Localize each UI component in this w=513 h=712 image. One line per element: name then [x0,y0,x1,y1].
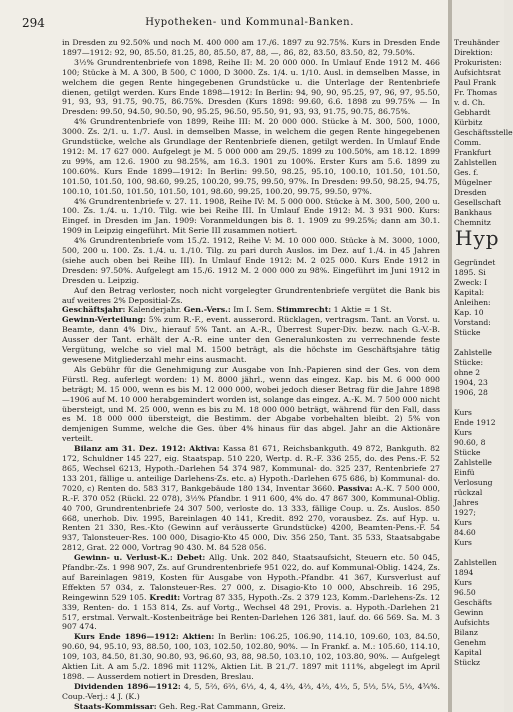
next-page-line [454,548,497,558]
next-page-line: Ende 1912 [454,418,496,427]
next-page-line: 1894 [454,568,474,577]
gen-vers-text: Im I. Sem. [230,305,277,315]
stimmrecht-text: 1 Aktie = 1 St. [331,305,392,315]
passiva-label: Passiva: [334,483,373,493]
next-page-lines-bottom [454,258,497,668]
next-page-line: Aufsichtsrat [454,68,501,77]
next-page-line: Gebhardt [454,108,491,117]
next-page-line: 1927; [454,508,476,517]
next-page-line: Paul Frank [454,78,496,87]
article-body [62,38,440,712]
page-header [22,16,434,30]
bilanz-paragraph [62,444,440,553]
next-page-line: Bilanz [454,628,478,637]
gewinn-verlust-paragraph [62,553,440,632]
next-page-line: 1906, 28 [454,388,488,397]
next-page-line: Gegründet [454,258,496,267]
debet-label: Debet: [172,553,206,563]
next-page-line: Verlosung [454,478,493,487]
next-page-line: Kurs [454,408,472,417]
aktiva-text: Kassa 81 671, Reichsbankguth. 49 872, Bankguth. 82 172, Schuldner 145 227, eig. Staatspap. 510 220, Wertp. d. R.-F. 336 255, do. des Pens.-F. 52 865, Wechsel 6213, Hypoth.-Darlehen 54 374 987, Kommunal- do. 325 237, Rentenbriefe 27 133 201, fällige u. anteilige Darlehens-Zs. etc. a) Hypoth.-Darlehen 675 686, b) Kommunal- do. 7020, c) Renten do. 583 317, Bankgebäude 180 134, Inventar 3660. [62,444,440,493]
next-page-line: Kurs [454,578,472,587]
kommissar-text: Geh. Reg.-Rat Cammann, Greiz. [156,701,286,711]
dividenden-text: 4, 5, 5⅔, 6⅔, 6⅓, 4, 4, 4⅔, 4⅔, 4⅔, 4⅓, 5, 5⅓, 5¼, 5⅓, 4¾%. Coup.-Verj.: 4 J. (K.) [62,681,440,701]
gewinn-paragraph [62,315,440,365]
next-page-line: Kapital: [454,288,485,297]
next-page-line: Kurs [454,428,472,437]
aktien-text: In Berlin: 106.25, 106.90, 114.10, 109.60, 103, 84.50, 90.60, 94, 95.10, 93, 88.50, 100, 103, 102.50, 102.80, 90%. — In Frankf. a. M.: 105.60, 114.10, 109, 103, 84.50, 81.30, 90.80, 93, 96.60, 93, 88, 98.50, 103.10, 102, 103.80, 90%. — Aufgelegt Aktien Lit. A am 5./2. 1896 mit 112%, Aktien Lit. B 21./7. 1897 mit 111%, abgelegt im April 1898. — Ausserdem notiert in Dresden, Breslau. [62,632,440,681]
next-page-line: Aufsichts [454,618,490,627]
next-page-line: Stücke [454,328,481,337]
next-page-line [454,338,497,348]
next-page-line: Einfü [454,468,475,477]
next-page-line: Zahlstelle [454,348,492,357]
next-page-line: 90.60, 8 [454,438,486,447]
next-page-line: Genehm [454,638,487,647]
next-page-line: 1904, 23 [454,378,488,387]
gen-vers-label: Gen.-Vers.: [183,305,231,315]
dividenden-paragraph [62,682,440,702]
aktiva-label: Aktiva: [185,444,220,454]
next-page-line: ohne 2 [454,368,481,377]
kredit-text: Vortrag 87 335, Hypoth.-Zs. 2 379 123, Komm.-Darlehens-Zs. 12 339, Renten- do. 1 153 814, Zs. auf Vortg., Wechsel 48 291, Provis. a. Hypoth.-Darlehen 21 517, erstmal. Verwalt.-Kostenbeiträge bei Renten-Darlehen 126 381, lauf. do. 66 569. Sa. M. 3 907 474. [62,592,440,632]
kurs-label: Kurs Ende 1896—1912: [74,632,179,642]
next-page-line: 96.50 [454,588,476,597]
next-page-line: Gesellschaft [454,198,502,207]
next-page-heading: Hyp [455,226,500,250]
next-page-line: Bankhaus [454,208,492,217]
terms-paragraph [62,305,440,315]
next-page-line: Zahlstellen [454,558,497,567]
next-page-line: Ges. f. [454,168,479,177]
next-page-line: Frankfurt [454,148,492,157]
kommissar-label: Staats-Kommissar: [74,701,157,711]
next-page-line: Kürbitz [454,118,483,127]
next-page-line: Dresden [454,188,487,197]
next-page-line: Vorstand: [454,318,491,327]
page-number: 294 [22,16,45,30]
next-page-line: v. d. Ch. [454,98,486,107]
next-page-line: Zahlstellen [454,158,497,167]
gewinn-text: 5% zum R.-F., event. ausserord. Rücklagen, vertragsm. Tant. an Vorst. u. Beamte, dann 4% Div., hierauf 5% Tant. an A.-R., Überrest Super-Div. bezw. nach G.-V.-B. Ausser der Tant. erhält der A.-R. eine unter den Generalunkosten zu verrechnende feste Vergütung, welche so viel mal M. 1500 beträgt, als die höchste im Geschäftsjahre tätig gewesene Mitgliederzahl mehr eins ausmacht. [62,315,440,364]
next-page-line: Geschäftsstelle [454,128,513,137]
paragraph: 4% Grundrentenbriefe v. 27. 11. 1908, Reihe IV: M. 5 000 000. Stücke à M. 300, 500, 200 u. 100. Zs. 1./4. u. 1./10. Tilg. wie bei Reihe III. In Umlauf Ende 1912: M. 3 931 900. Kurs: Eingef. in Dresden im Jan. 1909: Voranmeldungen bis 8. 1. 1909 zu 99.25%; dann am 30.1. 1909 in Leipzig eingeführt. Mit Serie III zusammen notiert. [62,196,440,236]
passiva-text: A.-K. 7 500 000, R.-F. 370 052 (Rückl. 22 078), 3½% Pfandbr. 1 911 600, 4% do. 47 867 300, Kommunal-Oblig. 40 700, Grundrentenbriefe 24 307 500, verloste do. 13 333, fällige Coup. u. Zs. Auslos. 850 668, unerhob. Div. 1995, Bareinlagen 40 141, Kredit. 892 270, vorausbez. Zs. auf Hyp. u. Renten 21 330, Res.-Kto (Gewinn auf veräusserte Grundstücke) 4200, Beamten-Pens.-F. 54 937, Talonsteuer-Res. 100 000, Disagio-Kto 45 000, Div. 356 250, Tant. 35 533, Staatsabgabe 2812, Grat. 22 000, Vortrag 90 430. M. 84 528 056. [62,483,440,553]
next-page-line: Jahres [454,498,479,507]
next-page-line: Stücke: [454,358,484,367]
next-page-line: Anleihen: [454,298,491,307]
next-page-line: Comm. [454,138,482,147]
geschaeftsjahr-label: Geschäftsjahr: [62,305,126,315]
next-page-line: Fr. Thomas [454,88,498,97]
kurs-paragraph [62,632,440,682]
dividenden-label: Dividenden 1896—1912: [74,681,181,691]
aktien-label: Aktien: [178,632,215,642]
next-page-line: Kurs [454,518,472,527]
running-title: Hypotheken- und Kommunal-Banken. [145,17,354,28]
paragraph: in Dresden zu 92.50% und noch M. 400 000 am 17./6. 1897 zu 92.75%. Kurs in Dresden Ende 1897—1912: 92, 90, 85.50, 81.25, 80, 85.50, 87, 88, —, 86, 82, 83.50, 83.50, 82, 79.50%. [62,38,440,57]
next-page-line: Zweck: I [454,278,488,287]
paragraph: 4% Grundrentenbriefe von 1899, Reihe III: M. 20 000 000. Stücke à M. 300, 500, 1000, 3000. Zs. 2/1. u. 1./7. Ausl. in demselben Masse, in welchem die gegen Rente hingegebenen Grundstücke, welche als Grundlage der Rentenbriefe dienen, getilgt werden. In Umlauf Ende 1912: M. 17 627 000. Aufgelegt je M. 5 000 000 am 29./5. 1899 zu 100.50%, am 18.12. 1899 zu 99%, am 12.6. 1900 zu 98.25%, am 16.3. 1901 zu 100%. Erster Kurs am 5.6. 1899 zu 100.60%. Kurs Ende 1899—1912: In Berlin: 99.50, 98.25, 95.10, 100.10, 101.50, 101.50, 101.50, 101.50, 100, 98.60, 99.25, 100.20, 99.75, 99.50, 97%. In Dresden: 99.50, 98.25, 94.75, 100.10, 101.50, 101.50, 101.50, 101, 98.60, 99.25, 100.20, 99.75, 99.50, 97%. [62,117,440,196]
bilanz-label: Bilanz am 31. Dez. 1912: [74,444,186,454]
next-page-line: Direktion: [454,48,493,57]
next-page-line: Gewinn [454,608,484,617]
next-page-line: Treuhänder [454,38,500,47]
debet-text: Allg. Unk. 202 840, Staatsaufsicht, Steuern etc. 50 045, Pfandbr.-Zs. 1 998 907, Zs. auf Grundrentenbriefe 951 022, do. auf Kommunal-Oblig. 1424, Zs. auf Bareinlagen 9819, Kosten für Ausgabe von Hypoth.-Pfandbr. 41 367, Kursverlust auf Effekten 57 034, z. Talonsteuer-Res. 27 000, z. Disagio-Kto 10 000, Abschreib. 16 295, Reingewinn 529 105. [62,553,440,602]
gewinn-label: Gewinn-Verteilung: [62,315,146,325]
geschaeftsjahr-text: Kalenderjahr. [125,305,184,315]
paragraph: 3½% Grundrentenbriefe von 1898, Reihe II: M. 20 000 000. In Umlauf Ende 1912 M. 466 100; Stücke à M. A 300, B 500, C 1000, D 3000. Zs. 1/4. u. 1/10. Ausl. in demselben Masse, in welchem die gegen Rente hingegebenen Grundstücke u. die Unterlage der Rentenbriefe dienen, getilgt werden. Kurs Ende 1898—1912: In Berlin: 94, 90, 90, 95.25, 97, 96, 97, 95.50, 91, 93, 93, 91.75, 90.75, 86.75%. Dresden (Kurs 1898: 99.60, 6.6. 1898 zu 99.75% — In Dresden: 99.50, 94.50, 90.50, 90, 95.25, 96.50, 95.50, 91, 93, 93, 91.75, 90.75, 86.75%. [62,57,440,117]
paragraph: 4% Grundrentenbriefe vom 15./2. 1912, Reihe V: M. 10 000 000. Stücke à M. 3000, 1000, 500, 200 u. 100. Zs. 1./4. u. 1./10. Tilg. zu pari durch Auslos. im Dez. auf 1./4. in 45 Jahren (siehe auch oben bei Reihe III). In Umlauf Ende 1912: M. 2 025 000. Kurs Ende 1912 in Dresden: 97.50%. Aufgelegt am 15./6. 1912 M. 2 000 000 zu 98%. Eingeführt im Juni 1912 in Dresden u. Leipzig. [62,236,440,285]
next-page-line: 84.60 [454,528,476,537]
next-page-line: Prokuristen: [454,58,502,67]
kommissar-paragraph [62,702,440,712]
next-page-line: Kapital [454,648,482,657]
next-page-line: Kap. 10 [454,308,484,317]
next-page-line: 1895. Si [454,268,486,277]
stimmrecht-label: Stimmrecht: [276,305,332,315]
next-page-lines-top [454,38,513,228]
next-page-line: Chemnitz [454,218,491,227]
next-page-line: Stücke [454,448,481,457]
book-page-right-fragment [452,0,513,712]
next-page-line: Geschäfts [454,598,492,607]
next-page-line: Kurs [454,538,472,547]
note-paragraph: Als Gebühr für die Genehmigung zur Ausgabe von Inh.-Papieren sind der Ges. von dem Fürstl. Reg. auferlegt worden: 1) M. 8000 jährl., wenn das eingez. Kap. bis M. 6 000 000 beträgt; M. 15 000, wenn es bis M. 12 000 000, wobei jedoch dieser Betrag für die Jahre 1898—1906 auf M. 10 000 herabgemindert worden ist, solange das eingez. A.-K. M. 7 500 000 nicht übersteigt, und M. 25 000, wenn es bis zu M. 18 000 000 beträgt, während für den Fall, dass es M. 18 000 000 übersteigt, die Bestimm. der Abgabe vorbehalten bleibt. 2) 5% von demjenigen Summe, welche die Ges. über 4% hinaus für das abgel. Jahr an die Aktionäre verteilt. [62,364,440,444]
next-page-line: Stückz [454,658,480,667]
next-page-line [454,398,497,408]
gv-label: Gewinn- u. Verlust-K.: [74,553,173,563]
next-page-line: rückzal [454,488,483,497]
paragraph: Auf den Betrag verloster, noch nicht vorgelegter Grundrentenbriefe vergütet die Bank bis auf weiteres 2% Depositial-Zs. [62,285,440,305]
next-page-line: Zahlstelle [454,458,492,467]
kredit-label: Kredit: [146,592,181,602]
next-page-line: Mügelner [454,178,492,187]
